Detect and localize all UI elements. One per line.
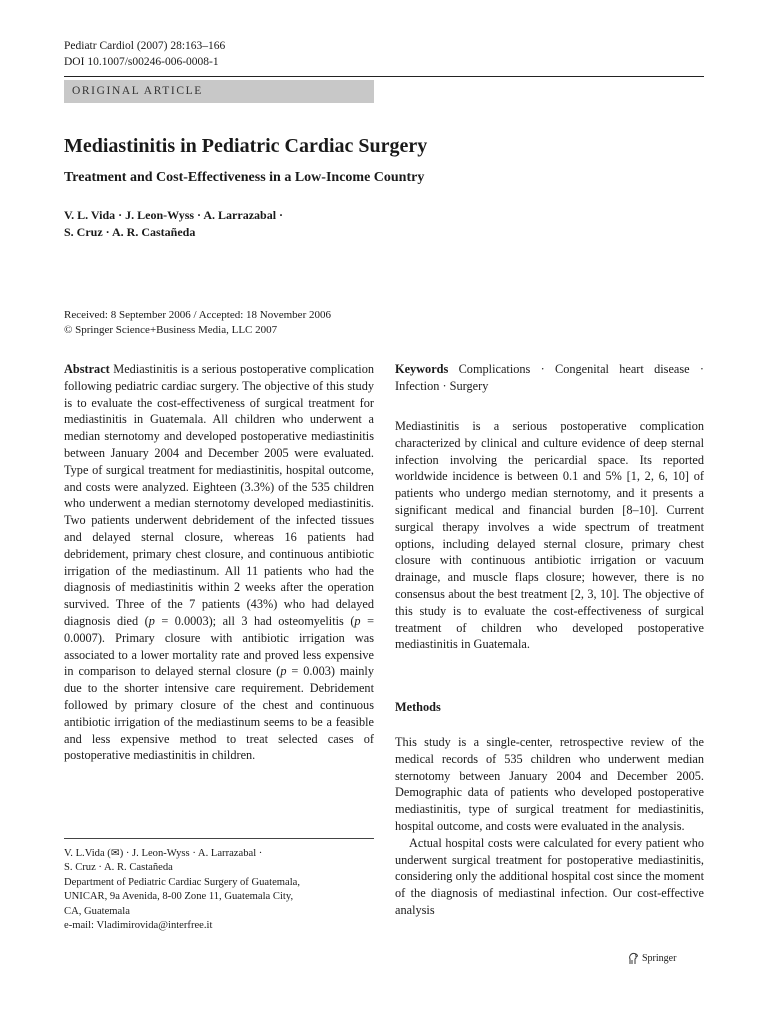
springer-horse-icon (627, 952, 639, 965)
author-affiliation-footnote (64, 847, 374, 933)
keywords (395, 361, 704, 395)
publisher-name: Springer (642, 953, 677, 964)
footnote-line-5: CA, Guatemala (64, 905, 130, 917)
introduction (395, 418, 704, 653)
abstract-text-2: = 0.0003); all 3 had osteomyelitis ( (154, 613, 355, 628)
article-title: Mediastinitis in Pediatric Cardiac Surgery (64, 135, 428, 157)
author-list (64, 207, 364, 241)
methods-paragraph-1: This study is a single-center, retrospective review of the medical records of 535 children who underwent median sternotomy between January 2004 and December 2005. Demographic data of patients who developed postoperative mediastinitis, type of surgical treatment for mediastinitis, hospital outcome, and costs were evaluated in the analysis. (395, 735, 704, 833)
author-email-link[interactable]: e-mail: Vladimirovida@interfree.it (64, 920, 213, 932)
footnote-rule (64, 838, 374, 839)
abstract-text-3: = 0.0007). Primary closure with antibiotic irrigation was associated to a lower mortality rate and proved less expensive in comparison to delayed sternal closure ( (64, 613, 375, 679)
methods-heading: Methods (395, 700, 441, 714)
footnote-line-1: V. L.Vida (✉) · J. Leon-Wyss · A. Larrazabal · (64, 848, 263, 859)
keywords-text: Complications · Congenital heart disease · Infection · Surgery (395, 362, 704, 393)
authors-line-2: S. Cruz · A. R. Castañeda (64, 225, 196, 239)
footnote-line-2: S. Cruz · A. R. Castañeda (64, 862, 173, 874)
abstract (64, 361, 374, 764)
journal-line: Pediatr Cardiol (2007) 28:163–166 (64, 40, 226, 52)
keywords-label: Keywords (395, 362, 449, 376)
methods-section (395, 734, 704, 919)
abstract-text-4: = 0.003) mainly due to the shorter intensive care requirement. Debridement followed by primary closure of the chest and continuous antibiotic irrigation of the mediastinum seems to be a feasible and less expensive method to treat selected cases of postoperative mediastinitis in children. (64, 664, 374, 763)
article-type-banner (64, 80, 374, 103)
p-value-symbol-3: p (280, 664, 287, 679)
article-subtitle: Treatment and Cost-Effectiveness in a Low-Income Country (64, 170, 425, 185)
article-type-label: ORIGINAL ARTICLE (72, 85, 203, 97)
footnote-line-4: UNICAR, 9a Avenida, 8-00 Zone 11, Guatemala City, (64, 891, 294, 903)
p-value-symbol-1: p (148, 613, 155, 628)
received-accepted: Received: 8 September 2006 / Accepted: 18 November 2006 (64, 309, 331, 321)
introduction-paragraph: Mediastinitis is a serious postoperative complication characterized by clinical and culture evidence of deep sternal infection involving the pericardial space. Its reported worldwide incidence is between 0.1 and 5% [1, 2, 6, 10] of patients who undergo median sternotomy, and it presents a significant medical and financial burden [8–10]. Current surgical therapy involves a wide spectrum of treatment options, including delayed sternal closure, primary chest closure with continuous antibiotic irrigation or vacuum drainage, and muscle flaps closure; however, there is no consensus about the best treatment [2, 3, 10]. The objective of this study is to evaluate the cost-effectiveness of surgical treatment of children who developed postoperative mediastinitis in Guatemala. (395, 419, 704, 652)
header-rule (64, 76, 704, 77)
doi-line: DOI 10.1007/s00246-006-0008-1 (64, 56, 219, 68)
methods-paragraph-2: Actual hospital costs were calculated for every patient who underwent surgical treatment for postoperative mediastinitis, considering only the additional hospital cost since the moment of the diagnosis of mediastinal infection. Our cost-effective analysis (395, 835, 704, 917)
journal-citation (64, 38, 225, 70)
abstract-text-1: Mediastinitis is a serious postoperative complication following pediatric cardiac surgery. The objective of this study is to evaluate the cost-effectiveness of surgical treatment for mediastinitis in Guatemala. All children who underwent a median sternotomy and developed postoperative mediastinitis between January 2004 and December 2005 were evaluated. Type of surgical treatment for mediastinitis, hospital outcome, and costs were analyzed. Eighteen (3.3%) of the 535 children who underwent a median sternotomy developed mediastinitis. Two patients underwent debridement of the infected tissues and delayed sternal closure, whereas 16 patients had debridement, primary chest closure, and continuous antibiotic irrigation of the mediastinum. All 11 patients who had the diagnosis of mediastinitis within 2 weeks after the operation survived. Three of the 7 patients (43%) who had delayed diagnosis died ( (64, 362, 374, 628)
publication-dates (64, 308, 331, 338)
p-value-symbol-2: p (354, 613, 361, 628)
footnote-line-3: Department of Pediatric Cardiac Surgery of Guatemala, (64, 876, 301, 888)
abstract-label: Abstract (64, 362, 110, 376)
copyright-line: © Springer Science+Business Media, LLC 2007 (64, 324, 278, 336)
publisher-logo (627, 952, 676, 965)
authors-line-1: V. L. Vida · J. Leon-Wyss · A. Larrazabal · (64, 208, 284, 222)
